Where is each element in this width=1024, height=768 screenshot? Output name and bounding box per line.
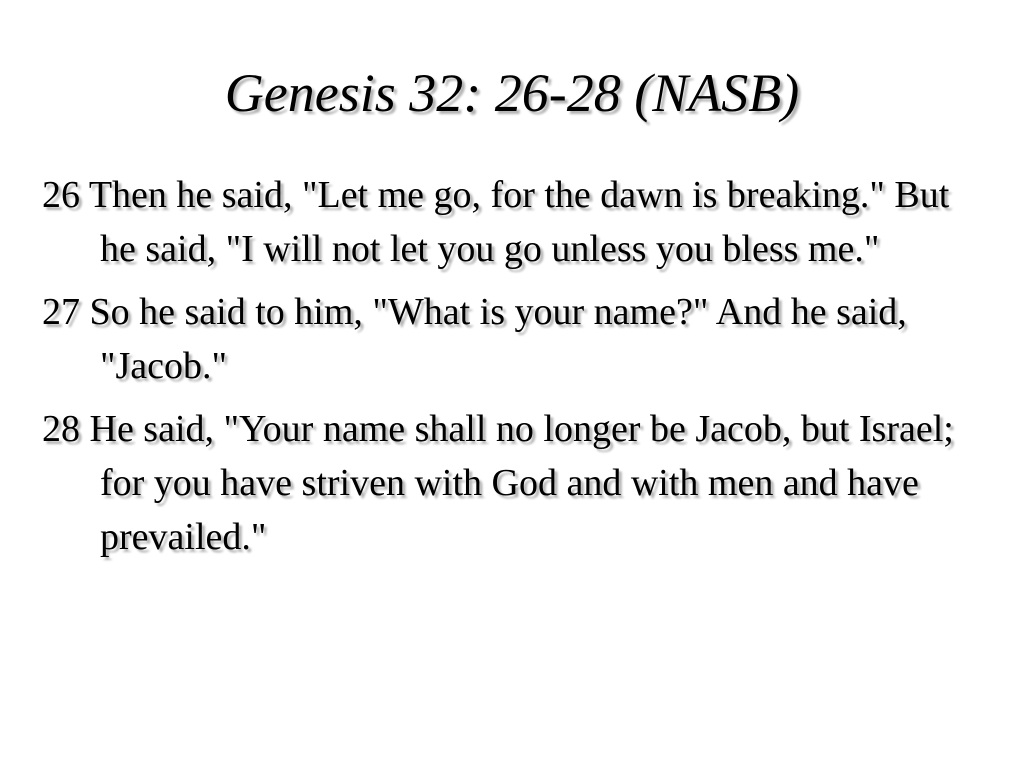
verse-list <box>42 168 982 573</box>
verse-28: 28 He said, "Your name shall no longer be Jacob, but Israel; for you have striven with God and with men and have prevailed." <box>42 408 954 558</box>
verse-27: 27 So he said to him, "What is your name?" And he said, "Jacob." <box>42 291 907 387</box>
slide-title: Genesis 32: 26-28 (NASB) <box>224 63 800 123</box>
verse-26: 26 Then he said, "Let me go, for the dawn is breaking." But he said, "I will not let you go unless you bless me." <box>42 174 950 270</box>
